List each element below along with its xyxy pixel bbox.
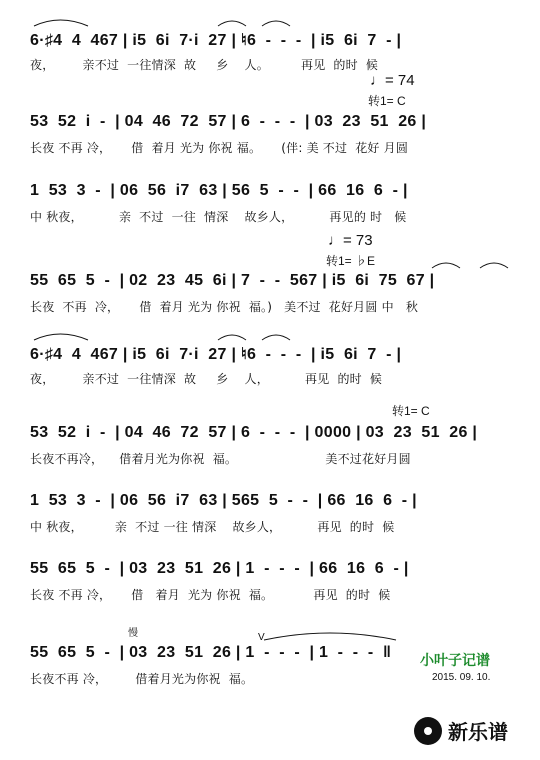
record-disc-icon bbox=[414, 717, 442, 745]
lyrics-line: 长夜 不再 冷， 借 着月 光为 你祝 福。 再见 的时 候 bbox=[30, 588, 391, 602]
slow-mark: 慢 bbox=[128, 628, 138, 639]
notes-line: 55 65 5 - | 02 23 45 6i | 7 - - 567 | i5 6i 75 67 | bbox=[30, 272, 435, 289]
key-change-c-2: 转1= C bbox=[392, 404, 430, 418]
notes-line: 53 52 i - | 04 46 72 57 | 6 - - - | 03 23 51 26 | bbox=[30, 113, 427, 130]
lyrics-line: 长夜 不再 冷， 借 着月 光为 你祝 福。 (伴: 美 不过 花好 月圆 bbox=[30, 141, 409, 155]
slur-arc bbox=[262, 335, 290, 340]
notes-line: 1 53 3 - | 06 56 i7 63 | 565 5 - - | 66 16 6 - | bbox=[30, 492, 417, 509]
tempo-mark-73: ♩= 73 bbox=[328, 232, 373, 249]
lyrics-line: 中 秋夜， 亲 不过 一往 情深 故乡人， 再见 的时 候 bbox=[30, 520, 395, 534]
slur-arc bbox=[34, 334, 88, 340]
slur-arc bbox=[218, 335, 246, 340]
tie-arc bbox=[264, 633, 396, 640]
notes-line: 55 65 5 - | 03 23 51 26 | 1 - - - | 66 16 6 - | bbox=[30, 560, 409, 577]
key-change-c: 转1= C bbox=[368, 94, 406, 108]
transcriber-signature: 小叶子记谱 bbox=[420, 653, 490, 669]
slur-arc bbox=[432, 263, 460, 268]
slur-arc bbox=[480, 263, 508, 268]
brand-logo bbox=[414, 716, 508, 745]
lyrics-line: 长夜不再冷， 借着月光为你祝 福。 美不过花好月圆 bbox=[30, 452, 411, 466]
lyrics-line: 夜， 亲不过 一往情深 故 乡 人。 再见 的时 候 bbox=[30, 58, 379, 72]
key-change-eb: 转1= ♭E bbox=[326, 254, 376, 268]
slur-arc bbox=[218, 21, 246, 26]
lyrics-line: 长夜 不再 冷， 借 着月 光为 你祝 福。) 美不过 花好月圆 中 秋 bbox=[30, 300, 419, 314]
notes-line: 1 53 3 - | 06 56 i7 63 | 56 5 - - | 66 16 6 - | bbox=[30, 182, 408, 199]
breath-mark: V bbox=[258, 632, 265, 643]
lyrics-line: 长夜不再 冷， 借着月光为你祝 福。 bbox=[30, 672, 254, 686]
lyrics-line: 夜， 亲不过 一往情深 故 乡 人， 再见 的时 候 bbox=[30, 372, 383, 386]
notes-line: 6·♯4 4 467 | i5 6i 7·i 27 | ♮6 - - - | i5 6i 7 - | bbox=[30, 346, 402, 363]
brand-name: 新乐谱 bbox=[448, 720, 508, 744]
lyrics-line: 中 秋夜， 亲 不过 一往 情深 故乡人， 再见的 时 候 bbox=[30, 210, 407, 224]
notes-line: 6·♯4 4 467 | i5 6i 7·i 27 | ♮6 - - - | i5 6i 7 - | bbox=[30, 32, 402, 49]
slur-arc bbox=[262, 21, 290, 26]
slur-arc bbox=[34, 20, 88, 26]
transcription-date: 2015. 09. 10. bbox=[432, 672, 491, 683]
notes-line: 55 65 5 - | 03 23 51 26 | 1 - - - | 1 - - - ‖ bbox=[30, 644, 392, 661]
tempo-mark-74: ♩= 74 bbox=[370, 72, 415, 89]
notes-line: 53 52 i - | 04 46 72 57 | 6 - - - | 0000 | 03 23 51 26 | bbox=[30, 424, 478, 441]
